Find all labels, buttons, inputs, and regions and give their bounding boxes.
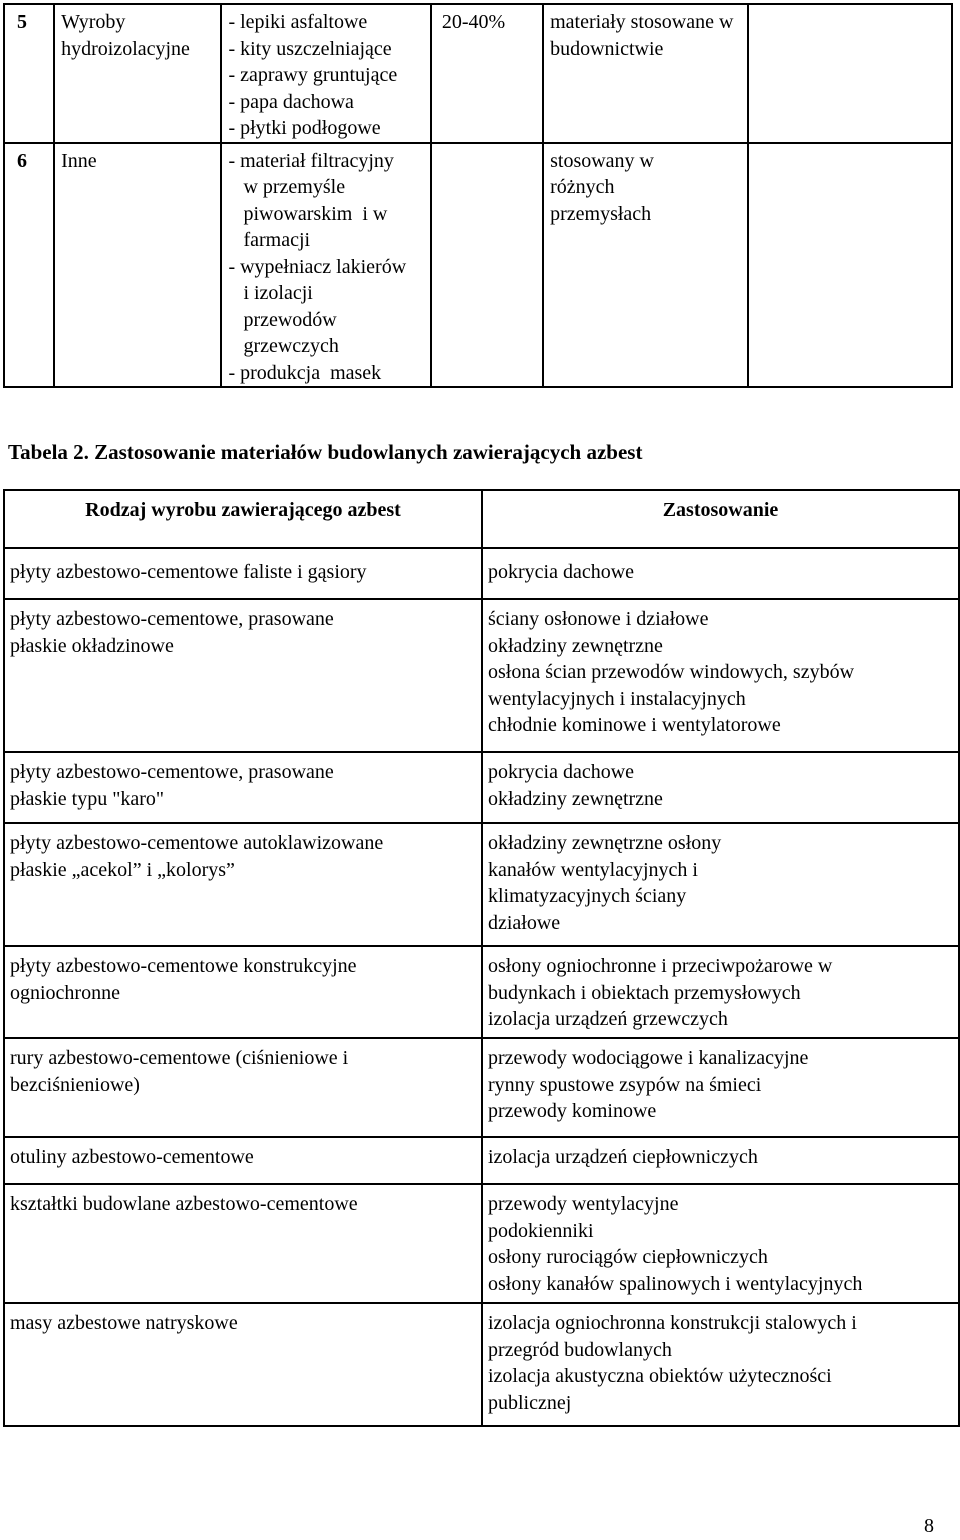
asbestos-percent — [431, 143, 543, 388]
usage-description: stosowany w różnych przemysłach — [543, 143, 747, 388]
row-number: 6 — [4, 143, 54, 388]
product-group-name: Inne — [54, 143, 221, 388]
usage-description: materiały stosowane w budownictwie — [543, 4, 747, 143]
asbestos-percent: 20-40% — [431, 4, 543, 143]
use-cell: izolacja urządzeń ciepłowniczych — [482, 1137, 959, 1184]
table-row — [4, 143, 952, 388]
use-cell: przewody wentylacyjne podokienniki osłony rurociągów ciepłowniczych osłony kanałów spalinowych i wentylacyjnych — [482, 1184, 959, 1303]
table-caption: Tabela 2. Zastosowanie materiałów budowlanych zawierających azbest — [8, 440, 643, 464]
product-cell: płyty azbestowo-cementowe, prasowane płaskie typu "karo" — [4, 752, 482, 823]
table-header-row — [4, 490, 959, 548]
product-cell: płyty azbestowo-cementowe autoklawizowane płaskie „acekol” i „kolorys” — [4, 823, 482, 946]
use-cell: izolacja ogniochronna konstrukcji stalowych i przegród budowlanych izolacja akustyczna obiektów użyteczności publicznej — [482, 1303, 959, 1426]
product-cell: rury azbestowo-cementowe (ciśnieniowe i bezciśnieniowe) — [4, 1038, 482, 1137]
product-cell: kształtki budowlane azbestowo-cementowe — [4, 1184, 482, 1303]
product-cell: otuliny azbestowo-cementowe — [4, 1137, 482, 1184]
row-number: 5 — [4, 4, 54, 143]
use-cell: ściany osłonowe i działowe okładziny zewnętrzne osłona ścian przewodów windowych, szybów wentylacyjnych i instalacyjnych chłodnie kominowe i wentylatorowe — [482, 599, 959, 752]
table-row — [4, 946, 959, 1038]
product-cell: masy azbestowe natryskowe — [4, 1303, 482, 1426]
table-row — [4, 548, 959, 599]
product-list: - lepiki asfaltowe - kity uszczelniające - zaprawy gruntujące - papa dachowa - płytki podłogowe — [221, 4, 430, 143]
product-list: - materiał filtracyjny w przemyśle piwowarskim i w farmacji - wypełniacz lakierów i izolacji przewodów grzewczych - produkcja masek — [221, 143, 430, 388]
product-cell: płyty azbestowo-cementowe konstrukcyjne ogniochronne — [4, 946, 482, 1038]
use-cell: osłony ogniochronne i przeciwpożarowe w budynkach i obiektach przemysłowych izolacja urządzeń grzewczych — [482, 946, 959, 1038]
empty-cell — [748, 143, 952, 388]
page-number: 8 — [924, 1515, 934, 1537]
table-row — [4, 823, 959, 946]
table-row — [4, 752, 959, 823]
materials-table-continued — [3, 3, 953, 388]
table-row — [4, 1184, 959, 1303]
column-header-use: Zastosowanie — [482, 490, 959, 548]
use-cell: okładziny zewnętrzne osłony kanałów wentylacyjnych i klimatyzacyjnych ściany działowe — [482, 823, 959, 946]
table-row — [4, 1038, 959, 1137]
column-header-product: Rodzaj wyrobu zawierającego azbest — [4, 490, 482, 548]
product-cell: płyty azbestowo-cementowe, prasowane płaskie okładzinowe — [4, 599, 482, 752]
table-row — [4, 1303, 959, 1426]
product-cell: płyty azbestowo-cementowe faliste i gąsiory — [4, 548, 482, 599]
table-row — [4, 1137, 959, 1184]
product-group-name: Wyroby hydroizolacyjne — [54, 4, 221, 143]
use-cell: przewody wodociągowe i kanalizacyjne rynny spustowe zsypów na śmieci przewody kominowe — [482, 1038, 959, 1137]
table-row — [4, 599, 959, 752]
asbestos-applications-table — [3, 489, 960, 1427]
empty-cell — [748, 4, 952, 143]
use-cell: pokrycia dachowe okładziny zewnętrzne — [482, 752, 959, 823]
table-row — [4, 4, 952, 143]
use-cell: pokrycia dachowe — [482, 548, 959, 599]
